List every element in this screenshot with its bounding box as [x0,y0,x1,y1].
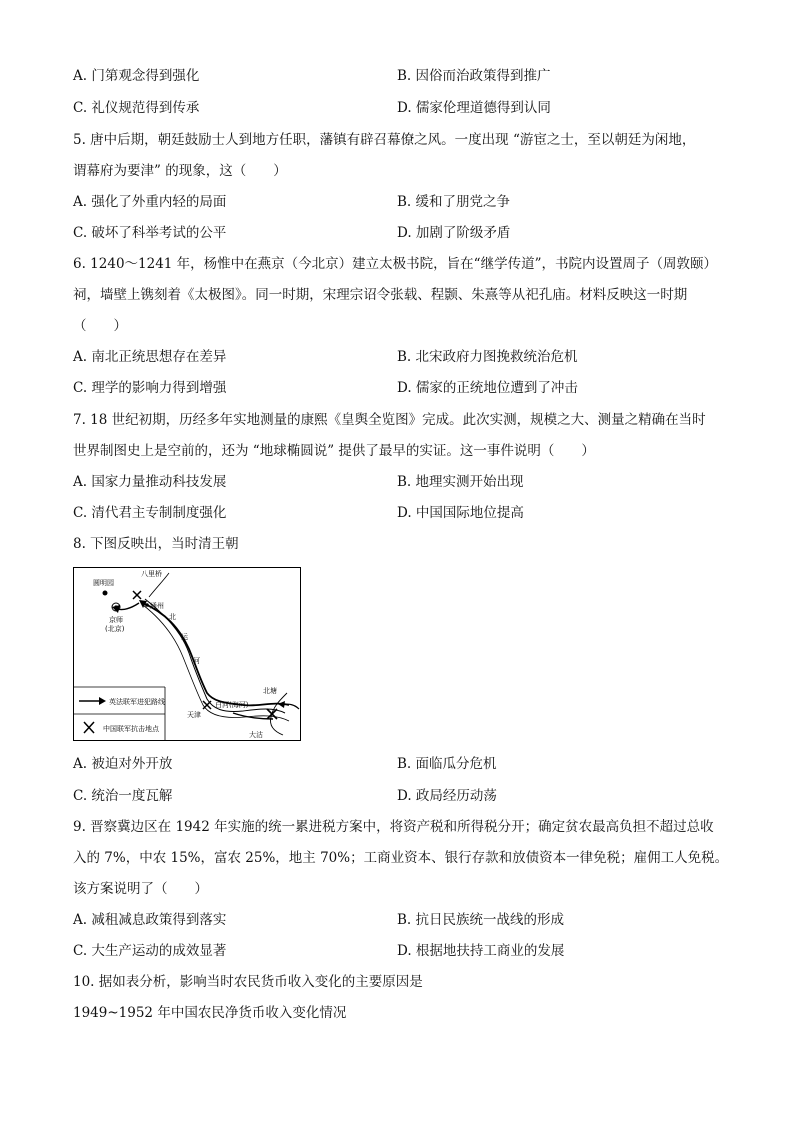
yuanmingyuan-marker [103,591,108,596]
tianjin-battle-icon [203,701,211,709]
q9-option-a[interactable]: A. 减租减息政策得到落实 [73,912,227,928]
dagu-label: 大沽 [249,731,263,739]
q6-option-b[interactable]: B. 北宋政府力图挽救统治危机 [397,349,578,365]
q6-option-c[interactable]: C. 理学的影响力得到增强 [73,380,227,396]
q6-option-d[interactable]: D. 儒家的正统地位遭到了冲击 [397,380,578,396]
tongzhou-label: 通州 [150,602,164,610]
yuanmingyuan-label: 圆明园 [93,579,114,587]
q8-option-b[interactable]: B. 面临瓜分危机 [397,756,497,772]
q9-option-c[interactable]: C. 大生产运动的成效显著 [73,943,227,959]
q4-option-c[interactable]: C. 礼仪规范得到传承 [73,100,200,116]
q5-option-d[interactable]: D. 加剧了阶级矛盾 [397,225,511,241]
q7-option-a[interactable]: A. 国家力量推动科技发展 [73,474,227,490]
q5-option-b[interactable]: B. 缓和了朋党之争 [397,194,511,210]
q8-option-d[interactable]: D. 政局经历动荡 [397,788,497,804]
baliqiao-battle-icon [133,591,141,599]
q9-option-d[interactable]: D. 根据地扶持工商业的发展 [397,943,565,959]
q8-stem: 8. 下图反映出，当时清王朝 [73,536,239,552]
tianjin-label: 天津 [187,711,201,719]
legend-route-label: 英法联军进犯路线 [109,698,165,706]
q7-option-d[interactable]: D. 中国国际地位提高 [397,505,524,521]
legend-crossed-swords-icon [84,722,94,733]
q9-stem-line-2: 入的 7%，中农 15%，富农 25%，地主 70%；工商业资本、银行存款和放债资本一律免税；雇佣工人免税。 [73,850,729,866]
q4-option-d[interactable]: D. 儒家伦理道德得到认同 [397,100,551,116]
q4-option-b[interactable]: B. 因俗而治政策得到推广 [397,68,551,84]
baliqiao-label: 八里桥 [141,570,162,578]
second-opium-war-map [73,567,301,741]
bei-label: 北 [169,613,176,621]
q6-option-a[interactable]: A. 南北正统思想存在差异 [73,349,227,365]
beijing-label: (北京) [105,625,125,633]
baihe-label: 白河(海河) [215,701,249,709]
dagu-battle-icon [267,709,277,719]
q4-option-a[interactable]: A. 门第观念得到强化 [73,68,200,84]
legend-battle-label: 中国联军抗击地点 [103,725,159,733]
q9-option-b[interactable]: B. 抗日民族统一战线的形成 [397,912,565,928]
q8-option-c[interactable]: C. 统治一度瓦解 [73,788,173,804]
q10-stem: 10. 据如表分析，影响当时农民货币收入变化的主要原因是 [73,974,423,990]
beitang-label: 北塘 [263,687,277,695]
q7-option-b[interactable]: B. 地理实测开始出现 [397,474,524,490]
q5-option-c[interactable]: C. 破坏了科举考试的公平 [73,225,227,241]
q6-stem-line-2: 祠，墙壁上镌刻着《太极图》。同一时期，宋理宗诏令张载、程颢、朱熹等从祀孔庙。材料反映这一时期 [73,287,688,303]
jingshi-label: 京师 [109,616,123,624]
q7-option-c[interactable]: C. 清代君主专制制度强化 [73,505,227,521]
he-label: 河 [193,657,200,665]
grand-canal-river [145,599,285,713]
q6-stem-line-1: 6. 1240～1241 年，杨惟中在燕京（今北京）建立太极书院，旨在“继学传道”，书院内设置周子（周敦颐） [73,256,717,272]
legend-arrow-icon [79,697,106,705]
q5-option-a[interactable]: A. 强化了外重内轻的局面 [73,194,227,210]
q5-stem-line-1: 5. 唐中后期，朝廷鼓励士人到地方任职，藩镇有辟召幕僚之风。一度出现 “游宦之士，至以朝廷为闲地， [73,132,696,148]
q9-stem-line-3: 该方案说明了（ ） [73,881,208,897]
q5-stem-line-2: 谓幕府为要津” 的现象，这（ ） [73,163,287,179]
yun-label: 运 [181,633,188,641]
tongzhou-marker [145,603,149,607]
q6-stem-line-3: （ ） [73,318,127,334]
q8-option-a[interactable]: A. 被迫对外开放 [73,756,173,772]
q7-stem-line-1: 7. 18 世纪初期，历经多年实地测量的康熙《皇舆全览图》完成。此次实测，规模之大、测量之精确在当时 [73,412,706,428]
q7-stem-line-2: 世界制图史上是空前的，还为 “地球椭圆说” 提供了最早的实证。这一事件说明（ ） [73,443,595,459]
q9-stem-line-1: 9. 晋察冀边区在 1942 年实施的统一累进税方案中，将资产税和所得税分开；确定贫农最高负担不超过总收 [73,819,714,835]
q10-table-title: 1949~1952 年中国农民净货币收入变化情况 [73,1005,347,1021]
